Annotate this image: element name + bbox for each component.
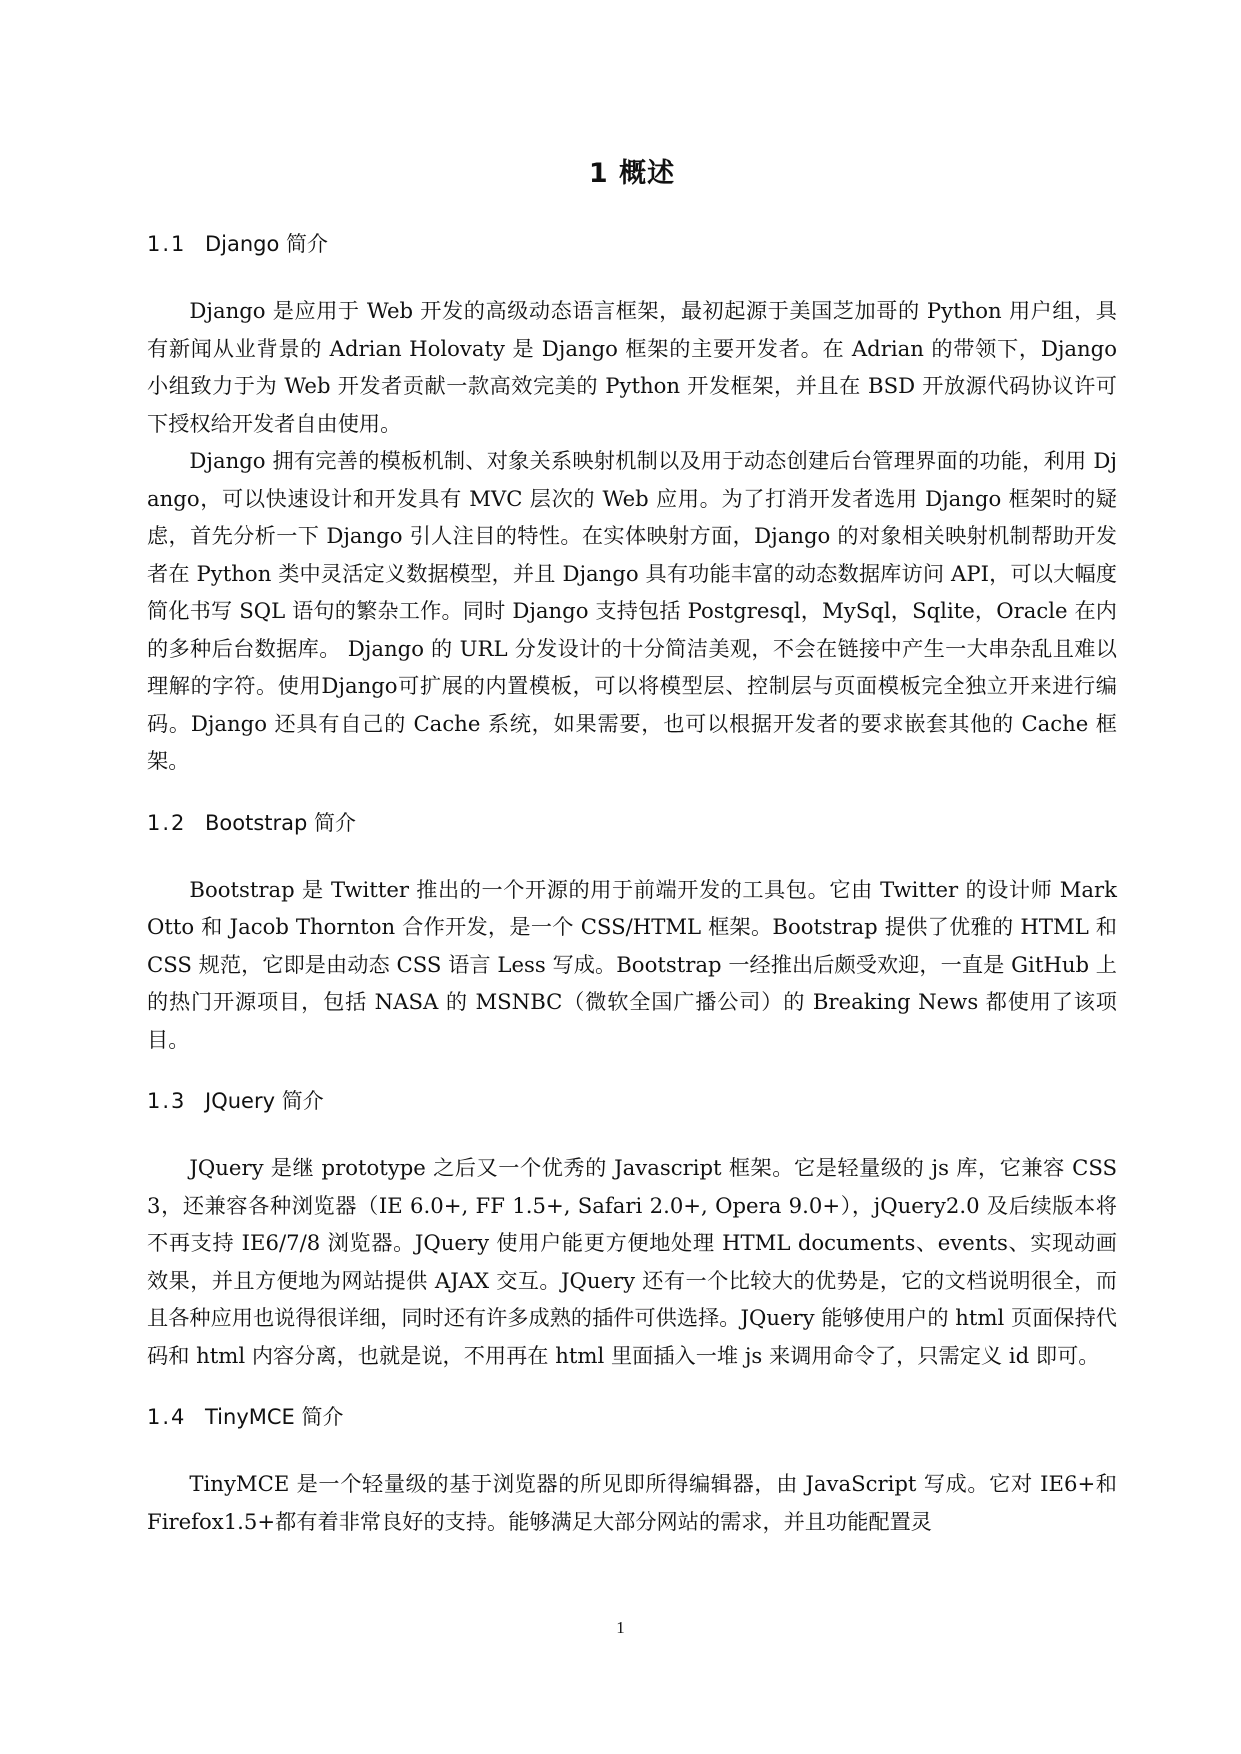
section-title: Django 简介 xyxy=(205,232,329,256)
section-title: JQuery 简介 xyxy=(205,1089,324,1113)
section-title: Bootstrap 简介 xyxy=(205,810,357,835)
section-heading xyxy=(147,1402,1117,1432)
chapter-title: 1 概述 xyxy=(588,158,676,189)
paragraph: Bootstrap 是 Twitter 推出的一个开源的用于前端开发的工具包。它由 Twitter 的设计师 Mark Otto 和 Jacob Thornton 合作开发，是一个 CSS/HTML 框架。Bootstrap 提供了优雅的 HTML 和 CSS 规范，它即是由动态 CSS 语言 Less 写成。Bootstrap 一经推出后颇受欢迎，一直是 GitHub 上的热门开源项目，包括 NASA 的 MSNBC（微软全国广播公司）的 Breaking News 都使用了该项目。 xyxy=(147,876,1117,1052)
section-jquery xyxy=(147,1086,1117,1374)
section-django xyxy=(147,229,1117,780)
section-number: 1.4 xyxy=(147,1405,187,1429)
page-content xyxy=(147,150,1117,1540)
section-heading xyxy=(147,229,1117,259)
section-heading xyxy=(147,1086,1117,1116)
paragraph: Django 是应用于 Web 开发的高级动态语言框架，最初起源于美国芝加哥的 Python 用户组，具有新闻从业背景的 Adrian Holovaty 是 Django 框架的主要开发者。在 Adrian 的带领下，Django 小组致力于为 Web 开发者贡献一款高效完美的 Python 开发框架，并且在 BSD 开放源代码协议许可下授权给开发者自由使用。 xyxy=(147,298,1117,436)
section-number: 1.1 xyxy=(147,232,187,256)
paragraph: JQuery 是继 prototype 之后又一个优秀的 Javascript 框架。它是轻量级的 js 库，它兼容 CSS3，还兼容各种浏览器（IE 6.0+, FF 1.5+, Safari 2.0+, Opera 9.0+），jQuery2.0 及后续版本将不再支持 IE6/7/8 浏览器。JQuery 使用户能更方便地处理 HTML documents、events、实现动画效果，并且方便地为网站提供 AJAX 交互。JQuery 还有一个比较大的优势是，它的文档说明很全，而且各种应用也说得很详细，同时还有许多成熟的插件可供选择。JQuery 能够使用户的 html 页面保持代码和 html 内容分离，也就是说，不用再在 html 里面插入一堆 js 来调用命令了，只需定义 id 即可。 xyxy=(147,1155,1117,1368)
section-tinymce xyxy=(147,1402,1117,1540)
section-number: 1.2 xyxy=(147,810,187,835)
section-number: 1.3 xyxy=(147,1089,187,1113)
paragraph: TinyMCE 是一个轻量级的基于浏览器的所见即所得编辑器，由 JavaScript 写成。它对 IE6+和 Firefox1.5+都有着非常良好的支持。能够满足大部分网站的需求，并且功能配置灵 xyxy=(147,1471,1117,1534)
page-number: 1 xyxy=(616,1618,625,1637)
section-title: TinyMCE 简介 xyxy=(205,1405,344,1429)
section-bootstrap xyxy=(147,808,1117,1059)
section-heading xyxy=(147,808,1117,838)
paragraph: Django 拥有完善的模板机制、对象关系映射机制以及用于动态创建后台管理界面的功能，利用 Django，可以快速设计和开发具有 MVC 层次的 Web 应用。为了打消开发者选用 Django 框架时的疑虑，首先分析一下 Django 引人注目的特性。在实体映射方面，Django 的对象相关映射机制帮助开发者在 Python 类中灵活定义数据模型，并且 Django 具有功能丰富的动态数据库访问 API，可以大幅度简化书写 SQL 语句的繁杂工作。同时 Django 支持包括 Postgresql，MySql，Sqlite，Oracle 在内的多种后台数据库。 Django 的 URL 分发设计的十分简洁美观，不会在链接中产生一大串杂乱且难以理解的字符。使用Django可扩展的内置模板，可以将模型层、控制层与页面模板完全独立开来进行编码。Django 还具有自己的 Cache 系统，如果需要，也可以根据开发者的要求嵌套其他的 Cache 框架。 xyxy=(147,448,1117,773)
